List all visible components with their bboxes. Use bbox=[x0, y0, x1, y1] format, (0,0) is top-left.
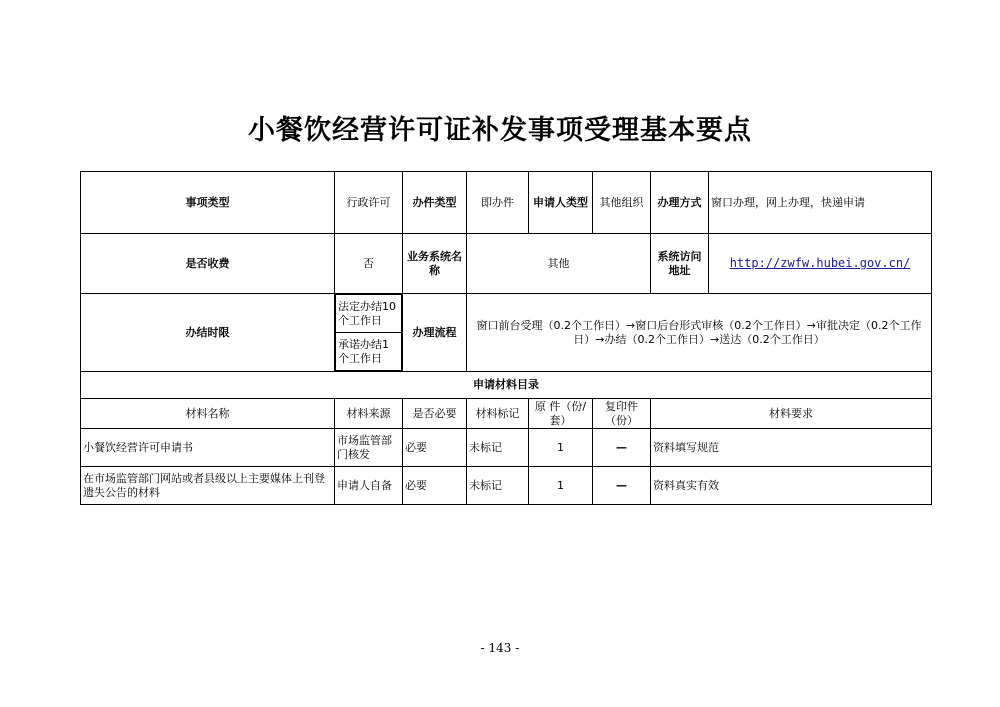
applicant-type-label: 申请人类型 bbox=[529, 172, 593, 234]
item-type-label: 事项类型 bbox=[81, 172, 335, 234]
table-row bbox=[81, 429, 932, 467]
header-original: 原 件（份/套） bbox=[529, 399, 593, 429]
material-mark: 未标记 bbox=[467, 467, 529, 505]
material-requirement: 资料填写规范 bbox=[651, 429, 932, 467]
materials-heading-row bbox=[81, 372, 932, 399]
material-requirement: 资料真实有效 bbox=[651, 467, 932, 505]
time-limit-subtable bbox=[335, 294, 402, 371]
handle-type-value: 即办件 bbox=[467, 172, 529, 234]
legal-limit: 法定办结10个工作日 bbox=[336, 295, 402, 333]
page-number: - 143 - bbox=[480, 641, 520, 655]
materials-heading: 申请材料目录 bbox=[81, 372, 932, 399]
material-name: 小餐饮经营许可申请书 bbox=[81, 429, 335, 467]
material-original: 1 bbox=[529, 429, 593, 467]
row-time-limit bbox=[81, 294, 932, 372]
handle-method-value: 窗口办理，网上办理，快递申请 bbox=[709, 172, 932, 234]
material-required: 必要 bbox=[403, 467, 467, 505]
page-title: 小餐饮经营许可证补发事项受理基本要点 bbox=[248, 115, 752, 146]
material-original: 1 bbox=[529, 467, 593, 505]
time-limit-label: 办结时限 bbox=[81, 294, 335, 372]
row-fee bbox=[81, 234, 932, 294]
system-name-value: 其他 bbox=[467, 234, 651, 294]
applicant-type-value: 其他组织 bbox=[593, 172, 651, 234]
material-source: 市场监管部门核发 bbox=[335, 429, 403, 467]
header-requirement: 材料要求 bbox=[651, 399, 932, 429]
handle-type-label: 办件类型 bbox=[403, 172, 467, 234]
material-required: 必要 bbox=[403, 429, 467, 467]
promised-limit: 承诺办结1个工作日 bbox=[336, 333, 402, 371]
header-mark: 材料标记 bbox=[467, 399, 529, 429]
system-url-cell bbox=[709, 234, 932, 294]
handle-method-label: 办理方式 bbox=[651, 172, 709, 234]
time-limit-cell bbox=[335, 294, 403, 372]
system-name-label: 业务系统名称 bbox=[403, 234, 467, 294]
row-item-type bbox=[81, 172, 932, 234]
system-url-link[interactable]: http://zwfw.hubei.gov.cn/ bbox=[729, 256, 911, 270]
process-label: 办理流程 bbox=[403, 294, 467, 372]
header-name: 材料名称 bbox=[81, 399, 335, 429]
materials-header-row bbox=[81, 399, 932, 429]
material-copy: — bbox=[593, 429, 651, 467]
process-value: 窗口前台受理（0.2个工作日）→窗口后台形式审核（0.2个工作日）→审批决定（0.2个工作日）→办结（0.2个工作日）→送达（0.2个工作日） bbox=[467, 294, 932, 372]
requirements-table bbox=[80, 171, 932, 505]
item-type-value: 行政许可 bbox=[335, 172, 403, 234]
material-mark: 未标记 bbox=[467, 429, 529, 467]
material-copy: — bbox=[593, 467, 651, 505]
material-source: 申请人自备 bbox=[335, 467, 403, 505]
table-row bbox=[81, 467, 932, 505]
fee-label: 是否收费 bbox=[81, 234, 335, 294]
system-url-label: 系统访问地址 bbox=[651, 234, 709, 294]
header-copy: 复印件（份） bbox=[593, 399, 651, 429]
material-name: 在市场监管部门网站或者县级以上主要媒体上刊登遗失公告的材料 bbox=[81, 467, 335, 505]
header-required: 是否必要 bbox=[403, 399, 467, 429]
header-source: 材料来源 bbox=[335, 399, 403, 429]
fee-value: 否 bbox=[335, 234, 403, 294]
